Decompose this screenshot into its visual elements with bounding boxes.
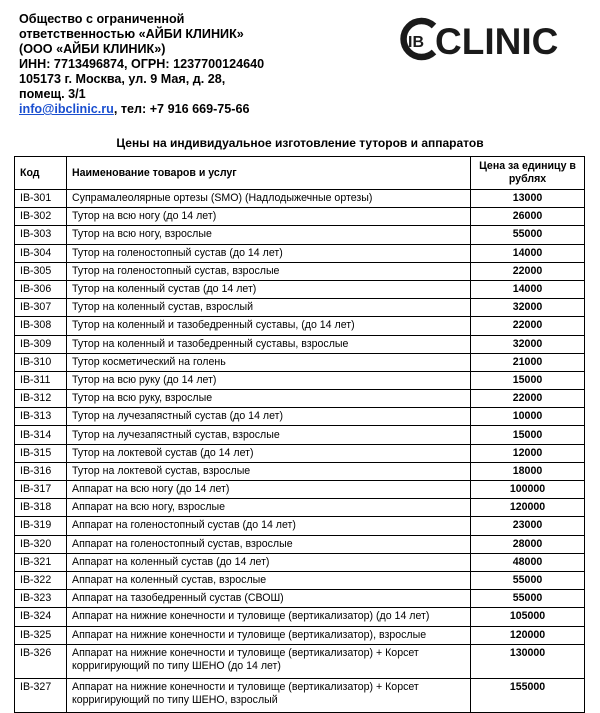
cell-price: 15000 <box>471 371 585 389</box>
table-row <box>15 208 585 226</box>
cell-price: 15000 <box>471 426 585 444</box>
cell-code: IB-307 <box>15 299 67 317</box>
cell-code: IB-306 <box>15 280 67 298</box>
table-row <box>15 262 585 280</box>
cell-code: IB-304 <box>15 244 67 262</box>
table-row <box>15 317 585 335</box>
table-row <box>15 353 585 371</box>
cell-name: Тутор на всю руку, взрослые <box>67 390 471 408</box>
logo-wordmark: CLINIC <box>435 21 559 62</box>
cell-price: 21000 <box>471 353 585 371</box>
table-row <box>15 226 585 244</box>
cell-code: IB-317 <box>15 481 67 499</box>
cell-code: IB-302 <box>15 208 67 226</box>
company-address-line-1: 105173 г. Москва, ул. 9 Мая, д. 28, <box>19 72 226 86</box>
cell-code: IB-308 <box>15 317 67 335</box>
table-body <box>15 190 585 713</box>
cell-name: Тутор на коленный и тазобедренный суставы, (до 14 лет) <box>67 317 471 335</box>
table-row <box>15 371 585 389</box>
company-address-line-2: помещ. 3/1 <box>19 87 86 101</box>
cell-name: Тутор на коленный и тазобедренный суставы, взрослые <box>67 335 471 353</box>
cell-name: Аппарат на коленный сустав, взрослые <box>67 571 471 589</box>
table-row <box>15 444 585 462</box>
cell-price: 23000 <box>471 517 585 535</box>
cell-code: IB-321 <box>15 553 67 571</box>
cell-name: Аппарат на голеностопный сустав (до 14 лет) <box>67 517 471 535</box>
cell-price: 28000 <box>471 535 585 553</box>
cell-code: IB-322 <box>15 571 67 589</box>
cell-name: Аппарат на голеностопный сустав, взрослые <box>67 535 471 553</box>
cell-name: Аппарат на нижние конечности и туловище (вертикализатор), взрослые <box>67 626 471 644</box>
table-row <box>15 626 585 644</box>
table-row <box>15 280 585 298</box>
table-row <box>15 553 585 571</box>
cell-price: 155000 <box>471 678 585 712</box>
table-row <box>15 426 585 444</box>
cell-code: IB-327 <box>15 678 67 712</box>
cell-price: 18000 <box>471 462 585 480</box>
table-row <box>15 571 585 589</box>
cell-code: IB-309 <box>15 335 67 353</box>
cell-code: IB-310 <box>15 353 67 371</box>
cell-price: 55000 <box>471 590 585 608</box>
table-row <box>15 590 585 608</box>
cell-code: IB-305 <box>15 262 67 280</box>
cell-name: Тутор на всю руку (до 14 лет) <box>67 371 471 389</box>
cell-code: IB-301 <box>15 190 67 208</box>
cell-name: Тутор косметический на голень <box>67 353 471 371</box>
cell-code: IB-312 <box>15 390 67 408</box>
cell-name: Тутор на всю ногу, взрослые <box>67 226 471 244</box>
company-tax-ids: ИНН: 7713496874, ОГРН: 1237700124640 <box>19 57 265 71</box>
cell-name: Тутор на лучезапястный сустав (до 14 лет) <box>67 408 471 426</box>
cell-name: Тутор на коленный сустав, взрослый <box>67 299 471 317</box>
cell-price: 12000 <box>471 444 585 462</box>
table-row <box>15 190 585 208</box>
header-name: Наименование товаров и услуг <box>67 157 471 190</box>
ibclinic-logo <box>394 18 559 62</box>
phone-text: , тел: +7 916 669-75-66 <box>113 102 250 116</box>
cell-price: 130000 <box>471 644 585 678</box>
cell-price: 120000 <box>471 626 585 644</box>
table-row <box>15 299 585 317</box>
cell-name: Аппарат на всю ногу (до 14 лет) <box>67 481 471 499</box>
table-header-row <box>15 157 585 190</box>
cell-code: IB-324 <box>15 608 67 626</box>
cell-name: Аппарат на тазобедренный сустав (СВОШ) <box>67 590 471 608</box>
company-details <box>19 12 379 117</box>
cell-code: IB-323 <box>15 590 67 608</box>
cell-name: Аппарат на нижние конечности и туловище (вертикализатор) + Корсет корригирующий по типу ШЕНО (до 14 лет) <box>67 644 471 678</box>
cell-price: 22000 <box>471 390 585 408</box>
email-link[interactable]: info@ibclinic.ru <box>19 102 114 116</box>
cell-price: 48000 <box>471 553 585 571</box>
cell-price: 14000 <box>471 280 585 298</box>
table-row <box>15 390 585 408</box>
table-row <box>15 644 585 678</box>
cell-name: Тутор на лучезапястный сустав, взрослые <box>67 426 471 444</box>
logo-graphic <box>394 18 559 62</box>
price-table <box>14 156 585 713</box>
table-row <box>15 335 585 353</box>
cell-name: Аппарат на нижние конечности и туловище (вертикализатор) (до 14 лет) <box>67 608 471 626</box>
header-price: Цена за единицу в рублях <box>471 157 585 190</box>
table-row <box>15 481 585 499</box>
cell-code: IB-319 <box>15 517 67 535</box>
cell-code: IB-325 <box>15 626 67 644</box>
table-row <box>15 244 585 262</box>
table-row <box>15 678 585 712</box>
cell-name: Тутор на голеностопный сустав, взрослые <box>67 262 471 280</box>
cell-price: 32000 <box>471 335 585 353</box>
company-name-line-2: ответственностью «АЙБИ КЛИНИК» <box>19 27 244 41</box>
cell-price: 10000 <box>471 408 585 426</box>
cell-price: 13000 <box>471 190 585 208</box>
cell-price: 55000 <box>471 226 585 244</box>
cell-name: Тутор на коленный сустав (до 14 лет) <box>67 280 471 298</box>
logo-mark: IB <box>408 34 424 51</box>
cell-name: Супрамалеолярные ортезы (SMO) (Надлодыжечные ортезы) <box>67 190 471 208</box>
cell-price: 105000 <box>471 608 585 626</box>
cell-code: IB-314 <box>15 426 67 444</box>
table-row <box>15 535 585 553</box>
cell-code: IB-326 <box>15 644 67 678</box>
cell-name: Аппарат на коленный сустав (до 14 лет) <box>67 553 471 571</box>
cell-code: IB-303 <box>15 226 67 244</box>
cell-code: IB-316 <box>15 462 67 480</box>
cell-price: 55000 <box>471 571 585 589</box>
cell-name: Аппарат на нижние конечности и туловище (вертикализатор) + Корсет корригирующий по типу ШЕНО, взрослый <box>67 678 471 712</box>
company-name-line-1: Общество с ограниченной <box>19 12 185 26</box>
cell-name: Аппарат на всю ногу, взрослые <box>67 499 471 517</box>
cell-code: IB-311 <box>15 371 67 389</box>
cell-price: 22000 <box>471 317 585 335</box>
table-row <box>15 608 585 626</box>
cell-name: Тутор на локтевой сустав, взрослые <box>67 462 471 480</box>
cell-price: 100000 <box>471 481 585 499</box>
price-list-title: Цены на индивидуальное изготовление туторов и аппаратов <box>116 136 484 150</box>
cell-name: Тутор на всю ногу (до 14 лет) <box>67 208 471 226</box>
table-row <box>15 499 585 517</box>
cell-name: Тутор на голеностопный сустав (до 14 лет) <box>67 244 471 262</box>
cell-price: 14000 <box>471 244 585 262</box>
company-short-name: (ООО «АЙБИ КЛИНИК») <box>19 42 166 56</box>
table-row <box>15 408 585 426</box>
header-code: Код <box>15 157 67 190</box>
table-row <box>15 462 585 480</box>
table-row <box>15 517 585 535</box>
cell-code: IB-313 <box>15 408 67 426</box>
cell-price: 120000 <box>471 499 585 517</box>
cell-code: IB-320 <box>15 535 67 553</box>
cell-price: 22000 <box>471 262 585 280</box>
cell-price: 26000 <box>471 208 585 226</box>
cell-code: IB-315 <box>15 444 67 462</box>
contact-line <box>19 102 379 117</box>
cell-code: IB-318 <box>15 499 67 517</box>
cell-name: Тутор на локтевой сустав (до 14 лет) <box>67 444 471 462</box>
cell-price: 32000 <box>471 299 585 317</box>
